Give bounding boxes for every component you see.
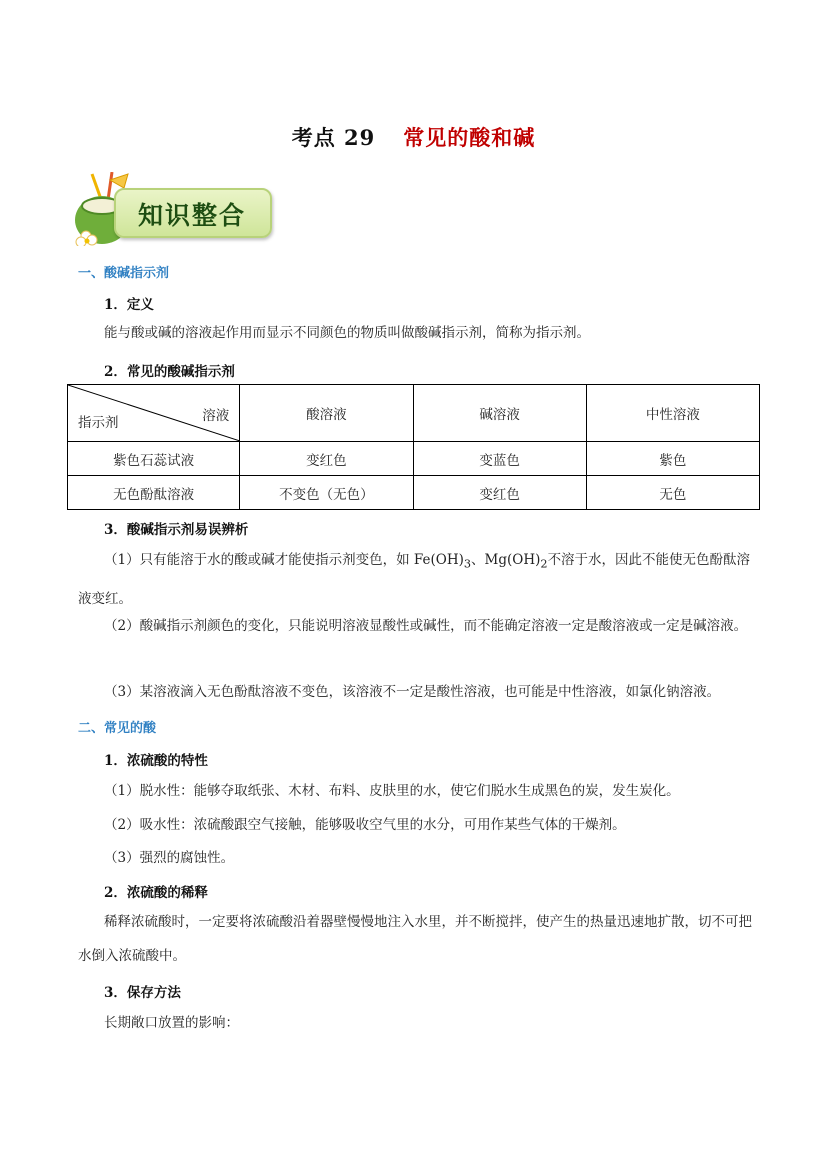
property-dehydration: （1）脱水性：能够夺取纸张、木材、布料、皮肤里的水，使它们脱水生成黑色的炭，发生炭化。	[104, 783, 680, 799]
misconception-1-part-c: 不溶于水，因此不能使无色酚酞溶液变红。	[78, 552, 751, 607]
table-corner-cell	[68, 385, 240, 442]
corner-label-indicator: 指示剂	[78, 415, 119, 431]
property-corrosiveness: （3）强烈的腐蚀性。	[104, 850, 235, 866]
subscript-3: 3	[463, 557, 472, 571]
column-header: 酸溶液	[240, 385, 413, 442]
column-header: 中性溶液	[586, 385, 759, 442]
topic-number: 考点 29	[291, 125, 376, 150]
table-header-row	[68, 385, 760, 442]
section-heading-indicators: 一、酸碱指示剂	[78, 266, 170, 281]
dilution-text: 稀释浓硫酸时，一定要将浓硫酸沿着器壁慢慢地注入水里，并不断搅拌，使产生的热量迅速地扩散，切不可把水倒入浓硫酸中。	[78, 914, 752, 964]
corner-label-solution: 溶液	[202, 408, 230, 424]
table-cell: 变蓝色	[413, 442, 586, 476]
misconception-1-part-b: 、Mg(OH)	[471, 552, 541, 568]
subheading-definition: 1．定义	[104, 297, 154, 313]
table-cell: 无色酚酞溶液	[68, 476, 240, 510]
misconception-1	[78, 543, 758, 616]
table-row	[68, 476, 760, 510]
section-heading-acids: 二、常见的酸	[78, 721, 157, 736]
subheading-misconceptions: 3．酸碱指示剂易误辨析	[104, 522, 249, 538]
subheading-dilution: 2．浓硫酸的稀释	[104, 885, 208, 901]
misconception-3: （3）某溶液滴入无色酚酞溶液不变色，该溶液不一定是酸性溶液，也可能是中性溶液，如氯化钠溶液。	[104, 684, 721, 700]
banner-title: 知识整合	[138, 201, 247, 230]
table-cell: 变红色	[240, 442, 413, 476]
table-cell: 紫色石蕊试液	[68, 442, 240, 476]
misconception-1-part-a: （1）只有能溶于水的酸或碱才能使指示剂变色，如 Fe(OH)	[104, 552, 464, 568]
page-title	[0, 122, 827, 152]
subheading-common-indicators: 2．常见的酸碱指示剂	[104, 364, 235, 380]
property-water-absorption: （2）吸水性：浓硫酸跟空气接触，能够吸收空气里的水分，可用作某些气体的干燥剂。	[104, 817, 626, 833]
column-header: 碱溶液	[413, 385, 586, 442]
storage-text: 长期敞口放置的影响：	[104, 1015, 239, 1031]
table-cell: 紫色	[586, 442, 759, 476]
table-cell: 不变色（无色）	[240, 476, 413, 510]
subheading-storage: 3．保存方法	[104, 985, 181, 1001]
subscript-2: 2	[540, 557, 548, 571]
misconception-2: （2）酸碱指示剂颜色的变化，只能说明溶液显酸性或碱性，而不能确定溶液一定是酸溶液或一定是碱溶液。	[104, 618, 748, 634]
table-row	[68, 442, 760, 476]
topic-name: 常见的酸和碱	[403, 125, 536, 150]
table-cell: 变红色	[413, 476, 586, 510]
indicator-table	[67, 384, 760, 510]
subheading-sulfuric-properties: 1．浓硫酸的特性	[104, 753, 208, 769]
table-cell: 无色	[586, 476, 759, 510]
knowledge-banner	[72, 172, 272, 246]
definition-text: 能与酸或碱的溶液起作用而显示不同颜色的物质叫做酸碱指示剂，简称为指示剂。	[104, 325, 590, 341]
